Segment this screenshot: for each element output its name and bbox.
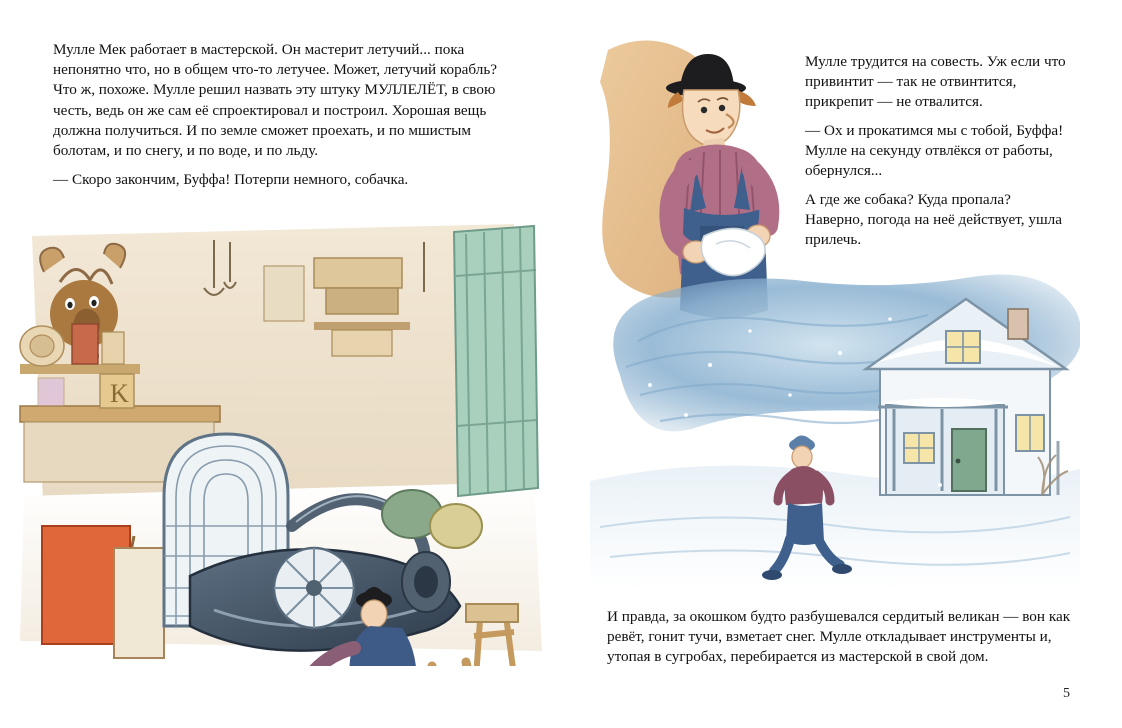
left-page-dialogue-paragraph (53, 170, 523, 190)
paragraph-text: А где же собака? Куда пропала? Наверно, погода на неё действует, ушла прилечь. (805, 191, 1062, 249)
snowstorm-house-illustration (590, 245, 1080, 590)
right-page-top-text (805, 52, 1073, 251)
paragraph-text: Мулле Мек работает в мастерской. Он мастерит летучий... пока непонятно что, но в общем что-то летучее. Может, летучий корабль? Что ж, похоже. Мулле решил назвать эту штуку МУЛЛЕЛЁТ, в свою честь, ведь он же сам её спроектировал и построил. Хорошая вещь должна получиться. И по земле сможет проехать, и по мшистым болотам, и по снегу, и по воде, и по льду. (53, 41, 498, 160)
workshop-illustration (14, 196, 544, 666)
page-gutter (561, 0, 562, 728)
paragraph-text: — Скоро закончим, Буффа! Потерпи немного, собачка. (53, 171, 409, 188)
left-page-main-paragraph (53, 40, 523, 161)
paragraph-text: — Ох и прокатимся мы с тобой, Буффа! Мулле на секунду отвлёкся от работы, обернулся... (805, 122, 1064, 180)
svg-text:K: K (110, 379, 129, 408)
right-page-bottom-text (607, 607, 1073, 668)
paragraph-text: Мулле трудится на совесть. Уж если что привинтит — так не отвинтится, прикрепит — не отвалится. (805, 53, 1066, 111)
page-number: 5 (1063, 686, 1070, 701)
paragraph-text: И правда, за окошком будто разбушевался сердитый великан — вон как ревёт, гонит тучи, взметает снег. Мулле откладывает инструменты и, утопая в сугробах, перебирается из мастерской в свой дом. (607, 608, 1071, 666)
